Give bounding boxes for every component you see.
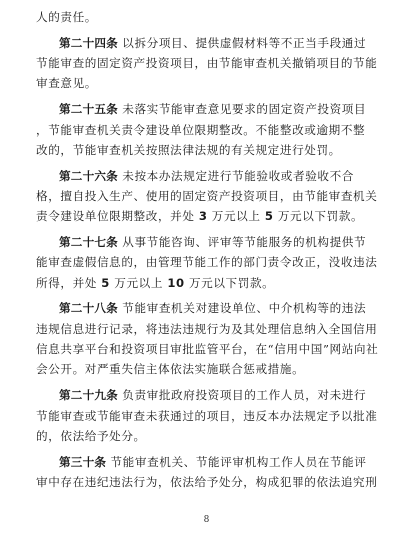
article-number: 第三十条: [59, 454, 107, 469]
text-line: [36, 252, 377, 272]
line-text: 节能审查或节能审查未获通过的项目，违反本办法规定予以批准: [36, 408, 378, 423]
line-text: 的，依法给予处分。: [36, 428, 146, 443]
article-25: [36, 99, 377, 160]
article-number: 第二十九条: [59, 388, 118, 403]
article-30: [36, 452, 377, 493]
line-text: 节能审查机关对建设单位、中介机构等的违法: [122, 301, 367, 316]
line-text: 节能审查的固定资产投资项目，由节能审查机关撤销项目的节能: [36, 56, 378, 71]
line-text: 能审查虚假信息的，由管理节能工作的部门责令改正，没收违法: [36, 255, 378, 270]
text-line: [36, 99, 377, 119]
fine-amount: 3: [198, 209, 208, 224]
text-line: [36, 452, 377, 472]
article-number: 第二十四条: [59, 35, 118, 50]
text-line: [36, 73, 377, 93]
line-text: 格，擅自投入生产、使用的固定资产投资项目，由节能审查机关: [36, 188, 378, 203]
line-text: 改的，节能审查机关按照法律法规的有关规定进行处罚。: [36, 142, 341, 157]
article-number: 第二十七条: [59, 235, 118, 249]
text-line: [36, 120, 377, 140]
line-text: 所得，并处: [36, 275, 97, 290]
text-line: [36, 186, 377, 206]
text-line: [36, 298, 377, 318]
text-line: [36, 33, 377, 53]
article-number: 第二十五条: [59, 102, 118, 117]
text-line: [36, 472, 377, 492]
text-line: [36, 406, 377, 426]
line-text: 万元以上: [114, 275, 164, 290]
line-text: 未按本办法规定进行节能验收或者验收不合: [122, 168, 354, 183]
line-text: 审查意见。: [36, 76, 97, 91]
text-line: [36, 319, 377, 339]
line-text: 人的责任。: [36, 10, 97, 24]
article-24: [36, 33, 377, 94]
line-text: 从事节能咨询、评审等节能服务的机构提供节: [122, 235, 367, 249]
text-line: [36, 232, 377, 252]
line-text: 万元以下罚款。: [277, 209, 364, 224]
line-text: 负责审批政府投资项目的工作人员，对未进行: [122, 388, 367, 403]
text-line: [36, 426, 377, 446]
line-text: 以拆分项目、提供虚假材料等不正当手段通过: [122, 35, 367, 50]
line-text: 节能审查机关、节能评审机构工作人员在节能评: [110, 454, 367, 469]
text-line: [36, 7, 377, 27]
line-text: 万元以上: [211, 209, 261, 224]
line-text: 责令建设单位限期整改，并处: [36, 209, 195, 224]
text-line: [36, 140, 377, 160]
text-line: [36, 166, 377, 186]
fine-amount: 10: [167, 275, 185, 290]
line-text: 万元以下罚款。: [188, 275, 275, 290]
line-text: 违规信息进行记录，将违法违规行为及其处理信息纳入全国信用: [36, 321, 378, 336]
line-text: 未落实节能审查意见要求的固定资产投资项目: [122, 102, 367, 117]
line-text: 信息共享平台和投资项目审批监管平台，在“信用中国”网站向社: [36, 342, 379, 357]
line-text: ，节能审查机关责令建设单位限期整改。不能整改或逾期不整: [36, 122, 366, 137]
text-line: [36, 206, 377, 226]
text-line: [36, 359, 377, 379]
article-27: [36, 232, 377, 293]
fine-amount: 5: [101, 275, 110, 290]
text-line: [36, 385, 377, 405]
line-text: 会公开。对严重失信主体依法实施联合惩戒措施。: [36, 362, 305, 377]
text-line: [36, 339, 377, 359]
fine-amount: 5: [264, 209, 274, 224]
article-26: [36, 166, 377, 227]
page-number: 8: [203, 515, 210, 525]
article-28: [36, 298, 377, 379]
article-number: 第二十八条: [59, 301, 118, 316]
text-line: [36, 53, 377, 73]
article-number: 第二十六条: [59, 168, 118, 183]
line-text: 审中存在违纪违法行为，依法给予处分，构成犯罪的依法追究刑: [36, 474, 378, 489]
text-line: [36, 273, 377, 293]
article-29: [36, 385, 377, 446]
